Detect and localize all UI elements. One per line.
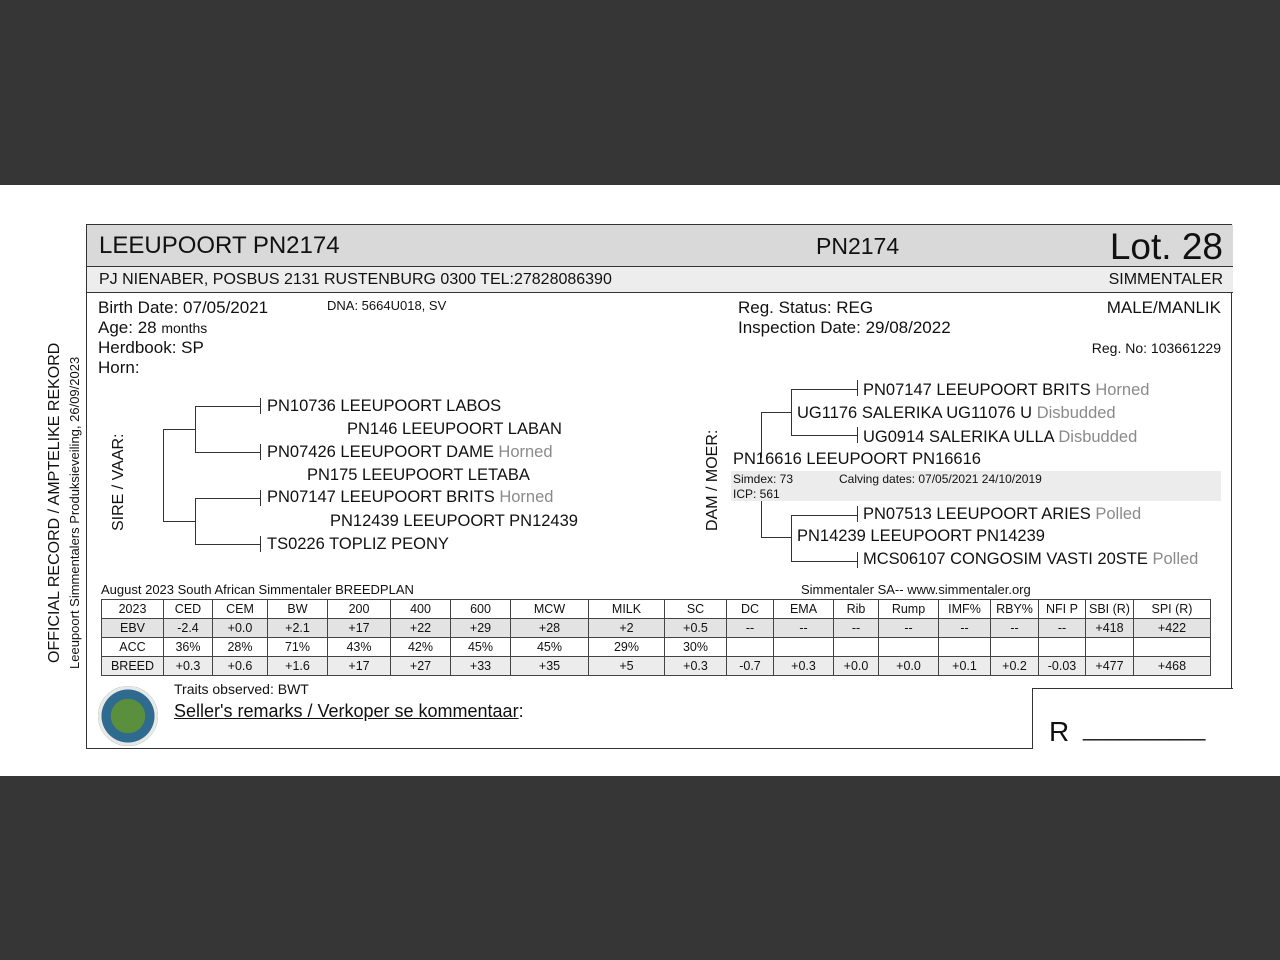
- header-cell: BW: [268, 600, 328, 619]
- ebv-cell: --: [879, 619, 939, 638]
- acc-cell: 45%: [511, 638, 589, 657]
- header-cell: SC: [665, 600, 727, 619]
- acc-cell: 71%: [268, 638, 328, 657]
- sale-name-label: Leeupoort Simmentalers Produksieveiling, 26/09/2023: [67, 356, 82, 669]
- sire-grandsire-2: [267, 488, 553, 507]
- acc-cell: 29%: [589, 638, 665, 657]
- dam-label: DAM / MOER:: [704, 429, 721, 531]
- acc-cell: [991, 638, 1039, 657]
- header-cell: RBY%: [991, 600, 1039, 619]
- sire-grandsire-1: PN10736 LEEUPOORT LABOS: [267, 397, 502, 415]
- acc-cell: 45%: [451, 638, 511, 657]
- acc-cell: 30%: [665, 638, 727, 657]
- dam-line: [761, 412, 791, 413]
- breed-cell: +33: [451, 657, 511, 676]
- dam-granddam-2: [863, 550, 1198, 569]
- price-box: [1032, 688, 1233, 749]
- breed-cell: -0.03: [1039, 657, 1086, 676]
- dam-icp: ICP: 561: [733, 487, 780, 501]
- breed-cell: +17: [328, 657, 391, 676]
- dam-grandsire-1: [863, 381, 1149, 400]
- price-currency: R: [1049, 716, 1070, 747]
- header-cell: 600: [451, 600, 511, 619]
- header-cell: 2023: [102, 600, 164, 619]
- ebv-cell: +0.0: [213, 619, 268, 638]
- sire-line: [195, 498, 261, 499]
- horn-tag: Horned: [499, 488, 554, 506]
- dam-line: [791, 389, 857, 390]
- sire-line: [195, 406, 261, 407]
- horn-status: Horn:: [98, 358, 140, 377]
- breedplan-title: August 2023 South African Simmentaler BREEDPLAN: [101, 582, 414, 597]
- breed-cell: +27: [391, 657, 451, 676]
- ebv-cell: +2: [589, 619, 665, 638]
- dam-line: [791, 561, 857, 562]
- title-bar: [87, 225, 1233, 267]
- breed-cell: +0.6: [213, 657, 268, 676]
- sire-line: [195, 452, 261, 453]
- acc-cell: [1134, 638, 1211, 657]
- header-cell: Rib: [834, 600, 879, 619]
- ebv-cell: +29: [451, 619, 511, 638]
- dam-grandsire-2: [863, 505, 1141, 524]
- acc-cell: 43%: [328, 638, 391, 657]
- sire-line: [260, 398, 261, 414]
- dam-line: [857, 552, 858, 568]
- sire-line: [260, 536, 261, 552]
- traits-observed: Traits observed: BWT: [174, 681, 309, 697]
- header-cell: Rump: [879, 600, 939, 619]
- acc-cell: 36%: [164, 638, 213, 657]
- header-cell: EMA: [774, 600, 834, 619]
- ebv-cell: +28: [511, 619, 589, 638]
- sire-granddam-2: TS0226 TOPLIZ PEONY: [267, 535, 449, 553]
- ebv-cell: --: [1039, 619, 1086, 638]
- breed-name: SIMMENTALER: [1108, 271, 1223, 288]
- seller-remarks-colon: :: [518, 701, 524, 721]
- ebv-cell: +422: [1134, 619, 1211, 638]
- breed-cell: +0.1: [939, 657, 991, 676]
- sire-grandsire-2-name: PN07147 LEEUPOORT BRITS: [267, 488, 495, 506]
- dam-2: PN14239 LEEUPOORT PN14239: [797, 527, 1045, 545]
- breed-cell: +0.0: [879, 657, 939, 676]
- breed-cell: -0.7: [727, 657, 774, 676]
- table-row: [102, 638, 1211, 657]
- owner-details: PJ NIENABER, POSBUS 2131 RUSTENBURG 0300 TEL:27828086390: [99, 271, 612, 288]
- dam-line: [857, 427, 858, 443]
- simmentaler-logo: [98, 686, 158, 746]
- dam-of-sire: PN175 LEEUPOORT LETABA: [307, 466, 530, 484]
- owner-bar: [87, 267, 1233, 293]
- breed-cell: BREED: [102, 657, 164, 676]
- header-cell: SBI (R): [1086, 600, 1134, 619]
- seller-remarks: [174, 701, 524, 722]
- dam-granddam-1-name: UG0914 SALERIKA ULLA: [863, 428, 1054, 446]
- price-line[interactable]: __________: [1083, 716, 1206, 741]
- age-unit: months: [161, 320, 208, 336]
- acc-cell: [1086, 638, 1134, 657]
- header-cell: IMF%: [939, 600, 991, 619]
- header-cell: NFI P: [1039, 600, 1086, 619]
- acc-cell: [727, 638, 774, 657]
- horn-tag: Disbudded: [1058, 428, 1138, 446]
- lot-number: Lot. 28: [1109, 226, 1223, 267]
- header-cell: SPI (R): [1134, 600, 1211, 619]
- inspection-date: Inspection Date: 29/08/2022: [738, 318, 951, 337]
- acc-cell: [1039, 638, 1086, 657]
- age: [98, 318, 207, 338]
- breedplan-website: Simmentaler SA-- www.simmentaler.org: [801, 582, 1031, 597]
- horn-tag: Horned: [1095, 381, 1150, 399]
- lot-card: [86, 224, 1232, 749]
- sire-line: [195, 544, 261, 545]
- breed-cell: +0.3: [774, 657, 834, 676]
- header-cell: CEM: [213, 600, 268, 619]
- dam-grandsire-1-name: PN07147 LEEUPOORT BRITS: [863, 381, 1091, 399]
- dam-line: [761, 501, 762, 537]
- sire-line: [260, 444, 261, 460]
- header-cell: CED: [164, 600, 213, 619]
- breed-cell: +35: [511, 657, 589, 676]
- dam-line: [791, 435, 857, 436]
- sire-granddam-1: [267, 443, 553, 462]
- reg-status: Reg. Status: REG: [738, 298, 874, 317]
- breed-cell: +468: [1134, 657, 1211, 676]
- acc-cell: [834, 638, 879, 657]
- horn-tag: Polled: [1152, 550, 1199, 568]
- animal-name: LEEUPOORT PN2174: [99, 232, 340, 259]
- dam-line: [857, 506, 858, 522]
- sire-line: [195, 406, 196, 452]
- breed-cell: +1.6: [268, 657, 328, 676]
- herdbook: Herdbook: SP: [98, 338, 204, 357]
- dam-line: [791, 515, 792, 561]
- breed-cell: +0.0: [834, 657, 879, 676]
- ebv-cell: --: [727, 619, 774, 638]
- ebv-cell: +2.1: [268, 619, 328, 638]
- table-header-row: [102, 600, 1211, 619]
- seller-remarks-label: Seller's remarks / Verkoper se kommentaar: [174, 701, 519, 721]
- acc-cell: [939, 638, 991, 657]
- animal-code: PN2174: [816, 233, 900, 259]
- sire-granddam-1-name: PN07426 LEEUPOORT DAME: [267, 443, 494, 461]
- dam-line: [791, 389, 792, 435]
- breed-cell: +477: [1086, 657, 1134, 676]
- acc-cell: 28%: [213, 638, 268, 657]
- breed-cell: +5: [589, 657, 665, 676]
- ebv-cell: --: [774, 619, 834, 638]
- ebv-cell: --: [834, 619, 879, 638]
- horn-tag: Polled: [1095, 505, 1142, 523]
- age-value: Age: 28: [98, 318, 157, 337]
- breed-cell: +0.2: [991, 657, 1039, 676]
- horn-tag: Disbudded: [1036, 404, 1116, 422]
- acc-cell: [774, 638, 834, 657]
- breed-cell: +0.3: [665, 657, 727, 676]
- dam-name: PN16616 LEEUPOORT PN16616: [733, 450, 981, 468]
- sire-2: PN12439 LEEUPOORT PN12439: [330, 512, 578, 530]
- breed-cell: +0.3: [164, 657, 213, 676]
- sire-of-dam-name: UG1176 SALERIKA UG11076 U: [797, 404, 1033, 422]
- ebv-cell: +418: [1086, 619, 1134, 638]
- dam-line: [791, 515, 857, 516]
- breedplan-table: [101, 599, 1211, 676]
- dna-info: DNA: 5664U018, SV: [327, 298, 447, 313]
- sire-name: PN146 LEEUPOORT LABAN: [347, 420, 562, 438]
- sire-line: [195, 498, 196, 544]
- official-record-label: OFFICIAL RECORD / AMPTELIKE REKORD: [46, 342, 63, 663]
- header-cell: DC: [727, 600, 774, 619]
- birth-date: Birth Date: 07/05/2021: [98, 298, 269, 317]
- ebv-cell: EBV: [102, 619, 164, 638]
- dam-simdex: Simdex: 73: [733, 472, 794, 486]
- acc-cell: ACC: [102, 638, 164, 657]
- acc-cell: [879, 638, 939, 657]
- ebv-cell: -2.4: [164, 619, 213, 638]
- sire-bracket: [163, 429, 164, 521]
- header-cell: MCW: [511, 600, 589, 619]
- sex: MALE/MANLIK: [1106, 298, 1221, 317]
- sire-line: [163, 429, 195, 430]
- header-cell: MILK: [589, 600, 665, 619]
- header-cell: 400: [391, 600, 451, 619]
- sire-label: SIRE / VAAR:: [110, 433, 127, 531]
- sire-of-dam: [797, 404, 1116, 423]
- dam-line: [761, 537, 791, 538]
- ebv-cell: +0.5: [665, 619, 727, 638]
- registration-number: Reg. No: 103661229: [1091, 340, 1221, 356]
- dam-calving-dates: Calving dates: 07/05/2021 24/10/2019: [839, 472, 1042, 486]
- dam-line: [857, 380, 858, 396]
- ebv-cell: +22: [391, 619, 451, 638]
- dam-granddam-1: [863, 428, 1137, 447]
- header-cell: 200: [328, 600, 391, 619]
- ebv-cell: +17: [328, 619, 391, 638]
- ebv-cell: --: [991, 619, 1039, 638]
- sire-line: [260, 490, 261, 506]
- dam-granddam-2-name: MCS06107 CONGOSIM VASTI 20STE: [863, 550, 1148, 568]
- sire-line: [163, 521, 195, 522]
- ebv-cell: --: [939, 619, 991, 638]
- dam-grandsire-2-name: PN07513 LEEUPOORT ARIES: [863, 505, 1091, 523]
- acc-cell: 42%: [391, 638, 451, 657]
- horn-tag: Horned: [498, 443, 553, 461]
- table-row: [102, 619, 1211, 638]
- table-row: [102, 657, 1211, 676]
